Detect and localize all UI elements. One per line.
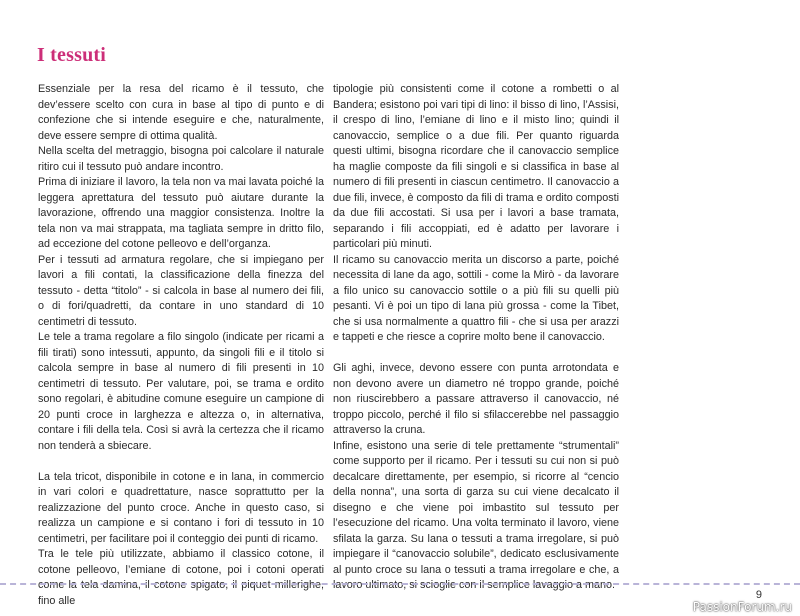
paragraph: Tra le tele più utilizzate, abbiamo il classico cotone, il cotone pelleovo, l’emiane di cotone, poi i cotoni operati come la tela damina, il cotone spigato, il piquet millerighe, fino alle (38, 548, 324, 607)
paragraph: Per i tessuti ad armatura regolare, che si impiegano per lavori a fili contati, la classificazione della finezza del tessuto - detta “titolo” - si calcola in base al numero dei fili, o di fori/quadretti, da contare in uno standard di 10 centimetri di tessuto. (38, 253, 324, 328)
paragraph: Nella scelta del metraggio, bisogna poi calcolare il naturale ritiro cui il tessuto può andare incontro. (38, 145, 324, 173)
paragraph: Gli aghi, invece, devono essere con punta arrotondata e non devono avere un diametro né troppo grande, poiché non riuscirebbero a passare attraverso il canovaccio, né troppo piccolo, perché il filo si sfilaccerebbe nel passaggio attraverso la cruna. (333, 362, 619, 436)
left-column (38, 82, 324, 609)
right-column (333, 82, 619, 594)
watermark: PassionForum.ru (692, 600, 792, 614)
paragraph: Prima di iniziare il lavoro, la tela non va mai lavata poiché la leggera aprettatura del tessuto può aiutare durante la lavorazione, offrendo una maggior consistenza. Inoltre la tela non va mai strappata, ma tagliata sempre in dritto filo, ad eccezione del cotone pelleovo e dell’organza. (38, 176, 324, 250)
page-number: 9 (755, 589, 762, 601)
section-title: I tessuti (37, 44, 107, 66)
paragraph: tipologie più consistenti come il cotone a rombetti o al Bandera; esistono poi vari tipi di lino: il bisso di lino, l’Assisi, il crespo di lino, l’emiane di lino e il misto lino; quindi il canovaccio, semplice o a due fili. Per quanto riguarda questi ultimi, bisogna ricordare che il canovaccio semplice ha maglie composte da fili singoli e si classifica in base al numero di fili presenti in ciascun centimetro. Il canovaccio a due fili, invece, è composto da fili di trama e ordito composti da due fili accostati. Si usa per i lavori a base tramata, separando i fili accoppiati, ed è adatto per lavorare i particolari più minuti. (333, 83, 619, 250)
footer-divider (0, 583, 800, 585)
paragraph: Le tele a trama regolare a filo singolo (indicate per ricami a fili tirati) sono intessuti, appunto, da singoli fili e il titolo si calcola sempre in base al numero di fili presenti in 10 centimetri di tessuto. Per valutare, poi, se trama e ordito sono regolari, è abitudine comune eseguire un campione di 20 punti croce in larghezza e altezza o, in alternativa, contare i fili della tela. Così si avrà la certezza che il ricamo non tenderà a sbiecare. (38, 331, 324, 452)
paragraph: Infine, esistono una serie di tele prettamente “strumentali” come supporto per il ricamo. Per i tessuti su cui non si può decalcare direttamente, per esempio, si ricorre al “cencio della nonna”, una sorta di garza su cui viene decalcato il disegno e che viene poi imbastito sul tessuto per l’esecuzione del ricamo. Una volta terminato il lavoro, viene sfilata la garza. Su lana o tessuti a trama irregolare, si può impiegare il “canovaccio solubile”, dedicato esclusivamente al punto croce su lana o tessuti a trama irregolare e che, a lavoro ultimato, si scioglie con il semplice lavaggio a mano. (333, 439, 619, 591)
paragraph: Il ricamo su canovaccio merita un discorso a parte, poiché necessita di lane da ago, sottili - come la Mirò - da lavorare a filo unico su canovaccio sottile o a più fili su quelli più pesanti. Vi è poi un tipo di lana più grossa - come la Tibet, che si usa normalmente a quattro fili - che si usa per arazzi e tappeti e che riesce a coprire molto bene il canovaccio. (333, 253, 619, 343)
paragraph: Essenziale per la resa del ricamo è il tessuto, che dev’essere scelto con cura in base al tipo di punto e di confezione che si intende eseguire e che, naturalmente, deve essere sempre di ottima qualità. (38, 83, 324, 142)
paragraph: La tela tricot, disponibile in cotone e in lana, in commercio in vari colori e quadrettature, nasce soprattutto per la realizzazione del punto croce. Anche in questo caso, si realizza un campione e si contano i fori di tessuto in 10 centimetri, per facilitare poi il conteggio dei punti di ricamo. (38, 470, 324, 545)
